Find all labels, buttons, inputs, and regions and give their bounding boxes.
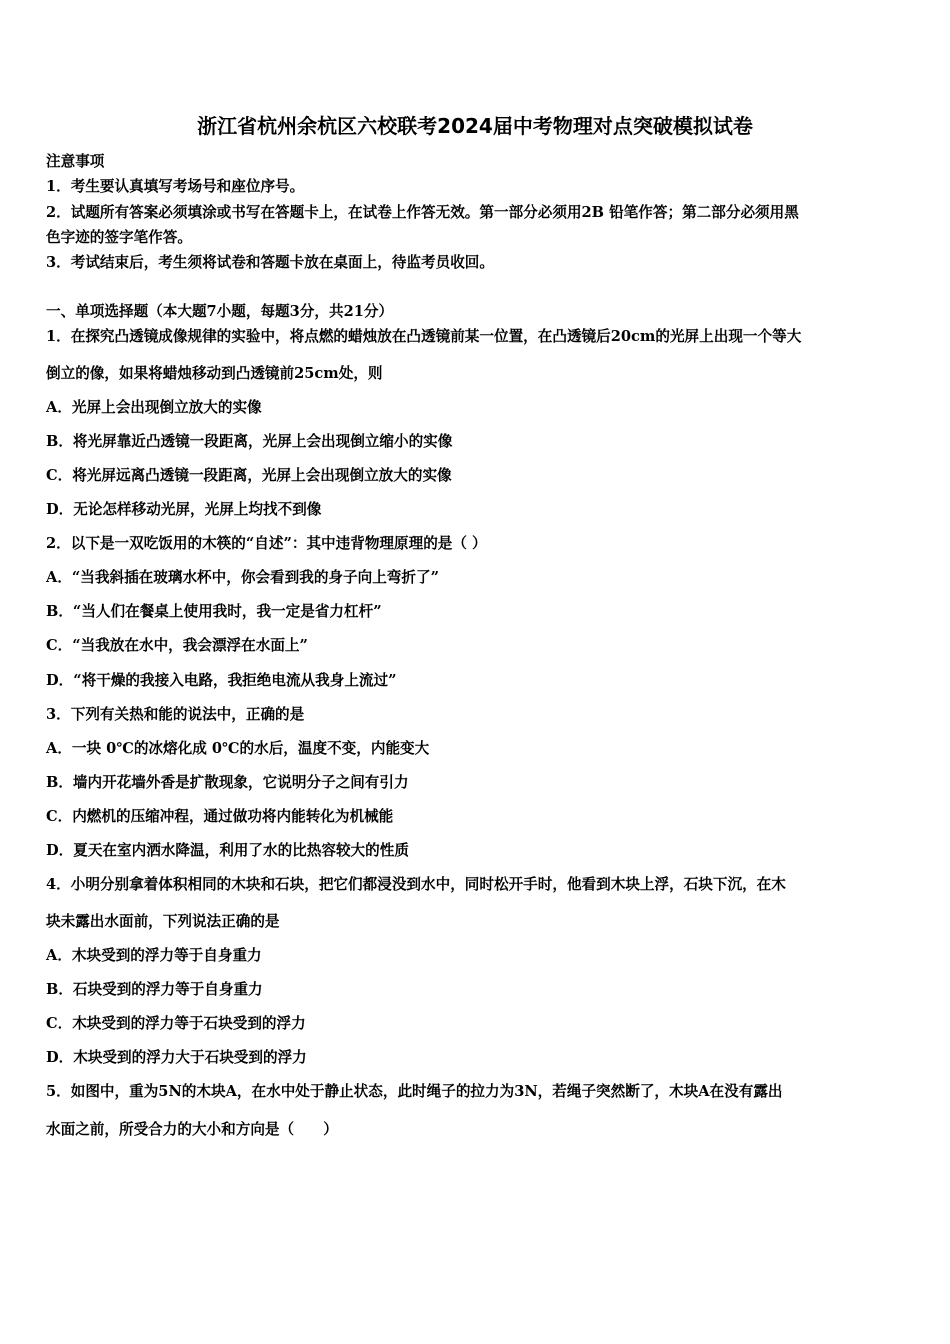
option-c: C．木块受到的浮力等于石块受到的浮力 (46, 1015, 306, 1032)
question-stem: 5．如图中，重为5N的木块A，在水中处于静止状态，此时绳子的拉力为3N，若绳子突然断了，木块A在没有露出 (46, 1083, 783, 1100)
question-stem: 1．在探究凸透镜成像规律的实验中，将点燃的蜡烛放在凸透镜前某一位置，在凸透镜后20cm的光屏上出现一个等大 (46, 328, 802, 345)
option-a: A．木块受到的浮力等于自身重力 (46, 947, 262, 964)
option-c: C．“当我放在水中，我会漂浮在水面上” (46, 637, 308, 654)
option-b: B．“当人们在餐桌上使用我时，我一定是省力杠杆” (46, 603, 382, 620)
option-a: A．一块 0℃的冰熔化成 0℃的水后，温度不变，内能变大 (46, 740, 430, 757)
question-stem: 4．小明分别拿着体积相同的木块和石块，把它们都浸没到水中，同时松开手时，他看到木块上浮，石块下沉，在木 (46, 876, 786, 893)
question-stem: 倒立的像，如果将蜡烛移动到凸透镜前25cm处，则 (46, 365, 383, 382)
question-stem: 2．以下是一双吃饭用的木筷的“自述”：其中违背物理原理的是（ ） (46, 535, 487, 552)
option-c: C．将光屏远离凸透镜一段距离，光屏上会出现倒立放大的实像 (46, 467, 452, 484)
notice-item: 色字迹的签字笔作答。 (46, 229, 192, 246)
notice-item: 1．考生要认真填写考场号和座位序号。 (46, 178, 305, 195)
option-d: D．“将干燥的我接入电路，我拒绝电流从我身上流过” (46, 672, 397, 689)
option-c: C．内燃机的压缩冲程，通过做功将内能转化为机械能 (46, 808, 394, 825)
page-title: 浙江省杭州余杭区六校联考2024届中考物理对点突破模拟试卷 (197, 114, 753, 138)
notice-item: 2．试题所有答案必须填涂或书写在答题卡上，在试卷上作答无效。第一部分必须用2B 铅笔作答；第二部分必须用黑 (46, 204, 799, 221)
option-b: B．将光屏靠近凸透镜一段距离，光屏上会出现倒立缩小的实像 (46, 433, 453, 450)
option-a: A．“当我斜插在玻璃水杯中，你会看到我的身子向上弯折了” (46, 569, 439, 586)
option-d: D．夏天在室内洒水降温，利用了水的比热容较大的性质 (46, 842, 409, 859)
option-d: D．木块受到的浮力大于石块受到的浮力 (46, 1049, 307, 1066)
option-d: D．无论怎样移动光屏，光屏上均找不到像 (46, 501, 322, 518)
question-stem: 块未露出水面前，下列说法正确的是 (46, 913, 280, 930)
section-heading: 一、单项选择题（本大题7小题，每题3分，共21分） (46, 303, 394, 320)
question-stem: 水面之前，所受合力的大小和方向是（ ） (46, 1121, 338, 1138)
notice-heading: 注意事项 (46, 153, 105, 170)
option-b: B．墙内开花墙外香是扩散现象，它说明分子之间有引力 (46, 774, 409, 791)
notice-item: 3．考试结束后，考生须将试卷和答题卡放在桌面上，待监考员收回。 (46, 254, 494, 271)
option-b: B．石块受到的浮力等于自身重力 (46, 981, 263, 998)
question-stem: 3．下列有关热和能的说法中，正确的是 (46, 706, 305, 723)
option-a: A．光屏上会出现倒立放大的实像 (46, 399, 262, 416)
